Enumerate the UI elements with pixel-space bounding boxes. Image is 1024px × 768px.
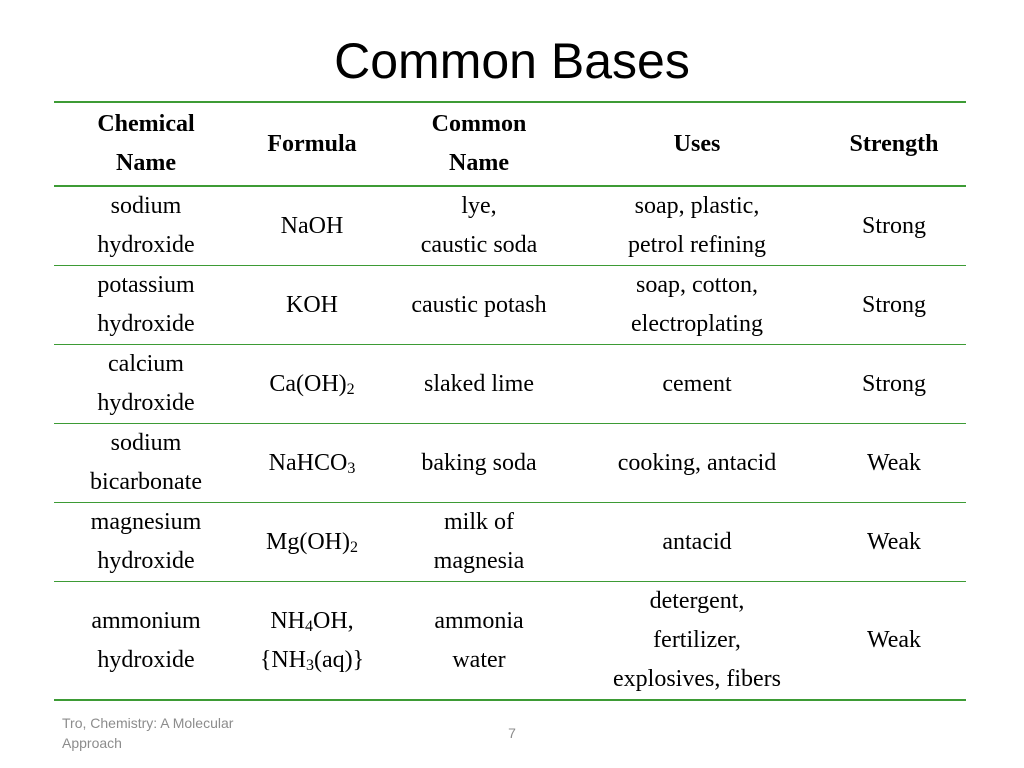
table-row [54,266,966,345]
formula-text: (aq)} [314,646,365,673]
cell-text-line: soap, plastic, [634,193,760,219]
cell-formula [238,424,386,503]
cell-text-line: electroplating [631,311,763,337]
table-row [54,186,966,266]
cell-chemical-name [54,424,238,503]
cell-text-line: magnesia [433,548,525,574]
cell-uses [572,582,822,701]
cell-text-line: soap, cotton, [636,272,758,298]
cell-formula [238,266,386,345]
cell-text-line: slaked lime [424,370,534,397]
formula-subscript: 4 [305,617,313,635]
cell-common-name [386,266,572,345]
cell-text-line: hydroxide [97,646,195,673]
cell-common-name [386,503,572,582]
cell-strength: Strong [822,345,966,424]
table-row [54,582,966,701]
cell-text-line: lye, [461,193,497,219]
cell-formula [238,503,386,582]
cell-uses [572,424,822,503]
cell-text-line: hydroxide [97,548,195,574]
cell-text-line: ammonia [434,607,524,634]
cell-common-name [386,345,572,424]
footer-source-citation: Tro, Chemistry: A Molecular Approach [62,715,234,751]
header-text-line: Common [431,111,527,137]
cell-text-line: milk of [444,509,514,535]
formula-text: KOH [286,291,338,318]
header-text-line: Name [116,150,176,176]
cell-strength: Weak [822,424,966,503]
cell-formula [238,582,386,701]
cell-chemical-name [54,345,238,424]
formula-subscript: 2 [350,538,358,556]
cell-text-line: cement [662,370,732,397]
formula-text: NH [270,607,305,634]
cell-strength: Strong [822,266,966,345]
cell-text-line: ammonium [91,607,201,634]
cell-text-line: hydroxide [97,390,195,416]
cell-uses [572,503,822,582]
cell-strength: Weak [822,503,966,582]
cell-uses [572,186,822,266]
cell-text-line: caustic soda [420,232,538,258]
header-chemical-name [54,102,238,186]
cell-text-line: sodium [110,430,182,456]
cell-chemical-name [54,186,238,266]
formula-text: OH, [313,607,354,634]
header-uses [572,102,822,186]
formula-text: {NH [259,646,307,673]
cell-text-line: caustic potash [411,291,547,318]
cell-text-line: baking soda [421,449,537,476]
cell-text-line: antacid [662,528,732,555]
cell-strength: Strong [822,186,966,266]
header-text-line: Uses [673,130,721,157]
formula-subscript: 2 [346,380,355,398]
header-common-name [386,102,572,186]
formula-text: NaOH [280,212,344,239]
cell-text-line: water [452,646,506,673]
common-bases-table [54,101,966,701]
cell-uses [572,266,822,345]
cell-formula [238,345,386,424]
formula-text: Mg(OH) [266,528,350,555]
cell-text-line: sodium [110,193,182,219]
header-text-line: Formula [267,130,357,157]
cell-formula [238,186,386,266]
cell-common-name [386,424,572,503]
table-row [54,345,966,424]
slide-title: Common Bases [334,33,690,89]
cell-text-line: calcium [108,351,184,377]
header-strength [822,102,966,186]
header-text-line: Chemical [97,111,195,137]
header-text-line: Name [449,150,509,176]
cell-uses [572,345,822,424]
cell-common-name [386,582,572,701]
cell-text-line: explosives, fibers [613,666,781,692]
cell-strength: Weak [822,582,966,701]
cell-text-line: detergent, [649,588,745,614]
header-text-line: Strength [849,130,939,157]
cell-chemical-name [54,503,238,582]
formula-subscript: 3 [306,656,315,674]
cell-chemical-name [54,266,238,345]
cell-common-name [386,186,572,266]
page-number: 7 [508,725,516,741]
cell-text-line: fertilizer, [653,627,741,653]
cell-text-line: magnesium [90,509,202,535]
cell-text-line: potassium [97,272,195,298]
formula-text: Ca(OH) [269,370,347,397]
table-row [54,424,966,503]
cell-text-line: bicarbonate [90,469,202,495]
header-formula [238,102,386,186]
cell-text-line: petrol refining [628,232,766,258]
cell-text-line: hydroxide [97,311,195,337]
cell-chemical-name [54,582,238,701]
table-row [54,503,966,582]
table-header-row [54,102,966,186]
cell-text-line: hydroxide [97,232,195,258]
formula-subscript: 3 [347,459,356,477]
cell-text-line: cooking, antacid [617,449,777,476]
table-body [54,186,966,700]
formula-text: NaHCO [268,449,348,476]
